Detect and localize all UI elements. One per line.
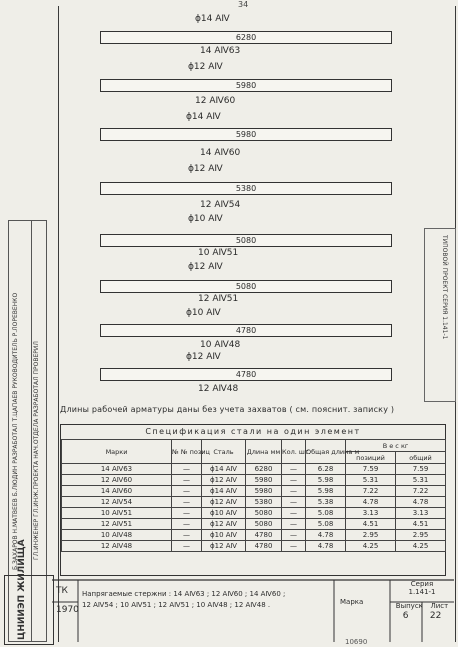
cell-poz: — — [172, 530, 202, 541]
cell-marka: 14 АⅣ63 — [62, 464, 172, 475]
cell-kol: — — [282, 475, 306, 486]
rebar-diameter: ϕ12 АⅣ — [188, 164, 223, 174]
cell-poz: — — [172, 541, 202, 552]
seria-value: 1.141-1 — [408, 588, 436, 596]
institute-logo — [4, 539, 54, 645]
stamp-description — [82, 589, 332, 611]
table-row — [62, 475, 446, 486]
seria-subvalues — [392, 612, 452, 620]
cell-obsh: 6.28 — [306, 464, 346, 475]
logo-text: ЦНИИЭП ЖИЛИЩА — [17, 539, 27, 640]
rebar-diameter: ϕ14 АⅣ — [195, 14, 230, 24]
rebar-diameter: ϕ12 АⅣ — [188, 62, 223, 72]
table-row — [62, 464, 446, 475]
cell-stal: ϕ12 АⅣ — [202, 475, 246, 486]
stamp-series-box — [392, 580, 452, 620]
steel-specification-table — [60, 424, 446, 576]
table-row — [62, 497, 446, 508]
rebar-diameter: ϕ10 АⅣ — [186, 308, 221, 318]
cell-poz: — — [172, 475, 202, 486]
cell-ves-obsh: 4.78 — [396, 497, 446, 508]
rebar-bar — [100, 234, 392, 247]
cell-kol: — — [282, 464, 306, 475]
cell-obsh: 5.98 — [306, 475, 346, 486]
spec-header-row — [62, 440, 446, 452]
bottom-number: 10690 — [345, 638, 368, 646]
rebar-diameter: ϕ14 АⅣ — [186, 112, 221, 122]
col-ves-poz: позиций — [346, 452, 396, 464]
spec-grid — [61, 439, 446, 552]
cell-ves-obsh: 7.22 — [396, 486, 446, 497]
right-stamp-text: ТИПОВОЙ ПРОЕКТ СЕРИЯ 1.141-1 — [441, 235, 448, 340]
rebar-diameter: ϕ10 АⅣ — [188, 214, 223, 224]
cell-kol: — — [282, 508, 306, 519]
seria-label: Серия — [410, 580, 434, 588]
cell-ves-poz: 7.22 — [346, 486, 396, 497]
col-obsh: Общая длина м — [306, 440, 346, 464]
cell-stal: ϕ10 АⅣ — [202, 530, 246, 541]
seria-sublabels — [392, 602, 452, 610]
cell-marka: 12 АⅣ60 — [62, 475, 172, 486]
cell-marka: 10 АⅣ51 — [62, 508, 172, 519]
list-label: Лист — [430, 602, 449, 610]
rebar-note-heading: Длины рабочей арматуры даны без учета захватов ( см. пояснит. записку ) — [60, 405, 395, 414]
rebar-length: 4780 — [235, 370, 257, 379]
stamp-description-line: Напрягаемые стержни : 14 АⅣ63 ; 12 АⅣ60 ; 14 АⅣ60 ; — [82, 590, 286, 598]
cell-stal: ϕ12 АⅣ — [202, 497, 246, 508]
cell-dlina: 4780 — [246, 541, 282, 552]
vypusk-label: Выпуск — [395, 602, 423, 610]
cell-kol: — — [282, 486, 306, 497]
cell-obsh: 5.08 — [306, 508, 346, 519]
table-row — [62, 519, 446, 530]
cell-kol: — — [282, 497, 306, 508]
cell-marka: 12 АⅣ54 — [62, 497, 172, 508]
cell-stal: ϕ10 АⅣ — [202, 508, 246, 519]
cell-dlina: 6280 — [246, 464, 282, 475]
cell-stal: ϕ12 АⅣ — [202, 519, 246, 530]
cell-obsh: 4.78 — [306, 541, 346, 552]
rebar-diameter: ϕ12 АⅣ — [188, 262, 223, 272]
cell-obsh: 5.98 — [306, 486, 346, 497]
cell-marka: 10 АⅣ48 — [62, 530, 172, 541]
rebar-length: 5980 — [235, 130, 257, 139]
cell-marka: 12 АⅣ51 — [62, 519, 172, 530]
cell-obsh: 4.78 — [306, 530, 346, 541]
left-stamp-names: Б.ЗАХАРОВ Н.МАТВЕЕВ Б.ЛЮДИН РАЗРАБОТАЛ Т.ЦАПАЕВ РУКОВОДИТЕЛЬ Р.ЛОРЕВЕНКО — [12, 292, 19, 570]
cell-obsh: 5.38 — [306, 497, 346, 508]
cell-ves-obsh: 3.13 — [396, 508, 446, 519]
rebar-length: 5380 — [235, 184, 257, 193]
rebar-bar — [100, 79, 392, 92]
cell-ves-poz: 4.51 — [346, 519, 396, 530]
col-ves: В е с кг — [346, 440, 446, 452]
cell-ves-obsh: 2.95 — [396, 530, 446, 541]
rebar-bar — [100, 31, 392, 44]
cell-dlina: 5380 — [246, 497, 282, 508]
cell-stal: ϕ14 АⅣ — [202, 464, 246, 475]
left-stamp-roles: ГЛ.ИНЖЕНЕР ГЛ.ИНЖ.ПРОЕКТА НАЧ.ОТДЕЛА РАЗРАБОТАЛ ПРОВЕРИЛ — [33, 341, 40, 560]
rebar-bar — [100, 280, 392, 293]
cell-poz: — — [172, 519, 202, 530]
cell-dlina: 5080 — [246, 508, 282, 519]
rebar-length: 4780 — [235, 326, 257, 335]
rebar-length: 5980 — [235, 81, 257, 90]
col-ves-obsh: общий — [396, 452, 446, 464]
cell-marka: 12 АⅣ48 — [62, 541, 172, 552]
rebar-length: 5080 — [235, 236, 257, 245]
stamp-description-line: 12 АⅣ54 ; 10 АⅣ51 ; 12 АⅣ51 ; 10 АⅣ48 ; 12 АⅣ48 . — [82, 601, 271, 609]
cell-kol: — — [282, 530, 306, 541]
list-value: 22 — [429, 611, 442, 621]
stamp-marka-label: Марка — [340, 598, 364, 606]
col-dlina: Длина мм — [246, 440, 282, 464]
cell-ves-poz: 5.31 — [346, 475, 396, 486]
table-row — [62, 541, 446, 552]
col-marki: Марки — [62, 440, 172, 464]
cell-kol: — — [282, 541, 306, 552]
col-stal: Сталь — [202, 440, 246, 464]
cell-ves-obsh: 4.51 — [396, 519, 446, 530]
cell-poz: — — [172, 497, 202, 508]
col-kol: Кол. шт. — [282, 440, 306, 464]
rebar-mark: 10 АⅣ48 — [200, 340, 241, 350]
cell-ves-obsh: 5.31 — [396, 475, 446, 486]
cell-dlina: 4780 — [246, 530, 282, 541]
rebar-length: 5080 — [235, 282, 257, 291]
cell-dlina: 5080 — [246, 519, 282, 530]
cell-marka: 14 АⅣ60 — [62, 486, 172, 497]
cell-dlina: 5980 — [246, 475, 282, 486]
cell-ves-poz: 4.78 — [346, 497, 396, 508]
cell-kol: — — [282, 519, 306, 530]
rebar-mark: 14 АⅣ60 — [200, 148, 241, 158]
cell-ves-obsh: 7.59 — [396, 464, 446, 475]
table-row — [62, 508, 446, 519]
rebar-bar — [100, 368, 392, 381]
rebar-mark: 10 АⅣ51 — [198, 248, 239, 258]
rebar-length: 6280 — [235, 33, 257, 42]
rebar-mark: 12 АⅣ51 — [198, 294, 239, 304]
rebar-mark: 14 АⅣ63 — [200, 46, 241, 56]
cell-obsh: 5.08 — [306, 519, 346, 530]
rebar-mark: 12 АⅣ48 — [198, 384, 239, 394]
cell-poz: — — [172, 464, 202, 475]
cell-ves-poz: 4.25 — [346, 541, 396, 552]
cell-ves-obsh: 4.25 — [396, 541, 446, 552]
col-poz: № № позиц — [172, 440, 202, 464]
rebar-bar — [100, 128, 392, 141]
stamp-year: 1970 — [56, 605, 79, 615]
rebar-bar — [100, 182, 392, 195]
vypusk-value: 6 — [402, 611, 409, 621]
cell-ves-poz: 7.59 — [346, 464, 396, 475]
cell-ves-poz: 3.13 — [346, 508, 396, 519]
stamp-tk: ТК — [56, 586, 68, 596]
cell-dlina: 5980 — [246, 486, 282, 497]
rebar-mark: 12 АⅣ54 — [200, 200, 241, 210]
table-row — [62, 530, 446, 541]
cell-ves-poz: 2.95 — [346, 530, 396, 541]
page-number: 34 — [238, 0, 249, 9]
cell-stal: ϕ12 АⅣ — [202, 541, 246, 552]
cell-stal: ϕ14 АⅣ — [202, 486, 246, 497]
right-stamp — [424, 228, 456, 402]
rebar-mark: 12 АⅣ60 — [195, 96, 236, 106]
rebar-diameter: ϕ12 АⅣ — [186, 352, 221, 362]
cell-poz: — — [172, 508, 202, 519]
spec-title: Спецификация стали на один элемент — [145, 427, 361, 436]
rebar-bar — [100, 324, 392, 337]
table-row — [62, 486, 446, 497]
cell-poz: — — [172, 486, 202, 497]
